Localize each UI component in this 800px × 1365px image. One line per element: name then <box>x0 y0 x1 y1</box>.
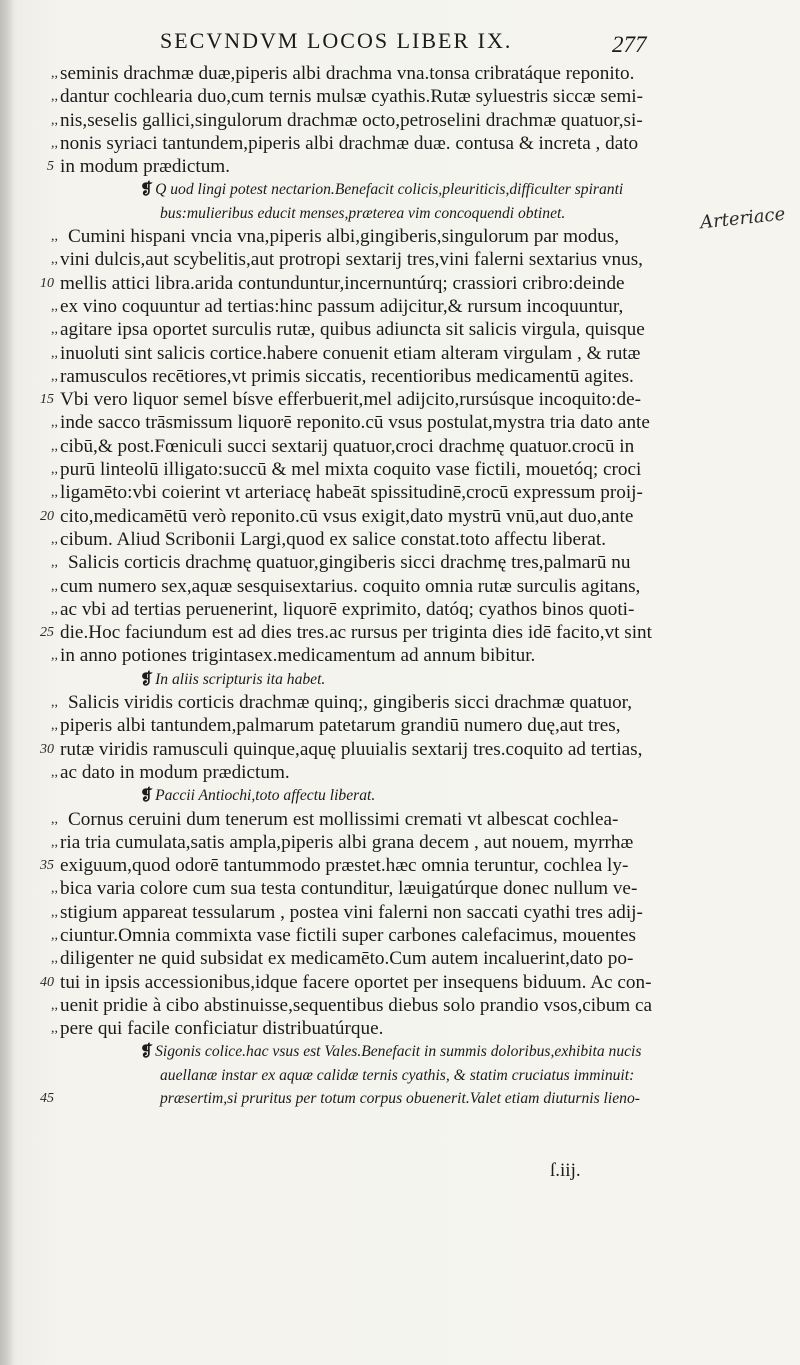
text-line <box>40 272 690 295</box>
line-text: mellis attici libra.arida contunduntur,incernuntúrq; crassiori cribro:deinde <box>60 272 625 294</box>
line-text: tui in ipsis accessionibus,idque facere oportet per insequens biduum. Ac con- <box>60 971 652 993</box>
text-line <box>40 971 690 994</box>
quote-mark: ,, <box>51 531 58 547</box>
text-line <box>51 598 690 621</box>
quote-mark: ,, <box>51 927 58 943</box>
line-text: seminis drachmæ duæ,piperis albi drachma vna.tonsa cribratáque reponito. <box>60 63 635 84</box>
text-line <box>51 551 690 574</box>
line-text: nonis syriaci tantundem,piperis albi drachmæ duæ. contusa & increta , dato <box>60 132 639 154</box>
marginal-note: Arteriace <box>699 203 787 234</box>
text-line <box>51 994 690 1017</box>
quote-mark: ,, <box>51 811 58 827</box>
quote-mark: ,, <box>51 881 58 897</box>
quote-mark: ,, <box>51 997 58 1013</box>
quote-mark: ,, <box>51 322 58 338</box>
line-text: in modum prædictum. <box>60 156 231 178</box>
line-text: Salicis viridis corticis drachmæ quinq;, gingiberis sicci drachmæ quatuor, <box>68 692 633 714</box>
text-line <box>60 784 690 807</box>
text-line <box>51 132 690 155</box>
text-line <box>40 738 690 761</box>
text-line <box>51 831 690 854</box>
text-line <box>51 714 690 737</box>
line-text: Paccii Antiochi,toto affectu liberat. <box>155 787 376 805</box>
line-text: ac dato in modum prædictum. <box>60 761 290 783</box>
text-line <box>51 808 690 831</box>
line-text: bus:mulieribus educit menses,præterea vim concoquendi obtinet. <box>160 204 566 222</box>
line-text: nis,seselis gallici,singulorum drachmæ octo,petroselini drachmæ quatuor,si- <box>60 109 643 131</box>
line-text: vini dulcis,aut scybelitis,aut protropi sextarij tres,vini falerni sextarius vnus, <box>60 249 643 271</box>
line-text: In aliis scripturis ita habet. <box>155 670 326 688</box>
line-text: bica varia colore cum sua testa contunditur, læuigatúrque donec nullum ve- <box>60 878 638 900</box>
line-text: ligamēto:vbi coierint vt arteriacę habeāt spissitudinē,crocū expressum proij- <box>60 482 643 504</box>
line-number: 35 <box>40 858 54 874</box>
text-line <box>51 644 690 667</box>
text-line <box>51 877 690 900</box>
quote-mark: ,, <box>51 578 58 594</box>
text-line <box>51 318 690 341</box>
line-number: 10 <box>40 275 54 291</box>
quote-mark: ,, <box>51 229 58 245</box>
line-text: agitare ipsa oportet surculis rutæ, quibus adiuncta sit salicis virgula, quisque <box>60 319 645 341</box>
quote-mark: ,, <box>51 695 58 711</box>
text-line <box>60 202 690 225</box>
text-line <box>51 365 690 388</box>
text-line <box>51 947 690 970</box>
text-line <box>51 901 690 924</box>
quote-mark: ,, <box>51 135 58 151</box>
line-text: cito,medicamētū verò reponito.cū vsus exigit,dato mystrū vnū,aut duo,ante <box>60 505 634 527</box>
line-text: cibum. Aliud Scribonii Largi,quod ex salice constat.toto affectu liberat. <box>60 528 606 550</box>
line-text: diligenter ne quid subsidat ex medicamēto.Cum autem incaluerint,dato po- <box>60 948 634 970</box>
line-text: ac vbi ad tertias peruenerint, liquorē exprimito, datóq; cyathos binos quoti- <box>60 598 635 620</box>
quote-mark: ,, <box>51 298 58 314</box>
text-line <box>60 668 690 691</box>
line-number: 45 <box>40 1091 54 1107</box>
pilcrow-icon: ❡ <box>140 670 154 688</box>
text-line <box>51 295 690 318</box>
line-text: præsertim,si pruritus per totum corpus obuenerit.Valet etiam diuturnis lieno- <box>160 1090 640 1108</box>
quote-mark: ,, <box>51 764 58 780</box>
text-line <box>51 225 690 248</box>
line-text: Cornus ceruini dum tenerum est mollissimi cremati vt albescat cochlea- <box>68 808 619 830</box>
binding-shadow <box>0 0 14 1365</box>
quote-mark: ,, <box>51 951 58 967</box>
quote-mark: ,, <box>51 462 58 478</box>
line-text: rutæ viridis ramusculi quinque,aquę pluuialis sextarij tres.coquito ad tertias, <box>60 738 643 760</box>
quote-mark: ,, <box>51 438 58 454</box>
quote-mark: ,, <box>51 112 58 128</box>
text-line <box>51 435 690 458</box>
line-text: ex vino coquuntur ad tertias:hinc passum adijcitur,& rursum incoquuntur, <box>60 295 624 317</box>
text-line <box>40 505 690 528</box>
text-line <box>51 924 690 947</box>
text-line <box>51 761 690 784</box>
quote-mark: ,, <box>51 345 58 361</box>
quote-mark: ,, <box>51 834 58 850</box>
line-text: cum numero sex,aquæ sesquisextarius. coquito omnia rutæ surculis agitans, <box>60 575 641 597</box>
page-number: 277 <box>612 32 647 57</box>
text-line <box>40 621 690 644</box>
line-text: auellanæ instar ex aquæ calidæ ternis cyathis, & statim cruciatus imminuit: <box>160 1066 635 1084</box>
page-header <box>0 22 800 58</box>
line-number: 40 <box>40 974 54 990</box>
text-line <box>40 1087 690 1110</box>
text-line <box>51 411 690 434</box>
line-number: 15 <box>40 392 54 408</box>
quote-mark: ,, <box>51 485 58 501</box>
line-text: Cumini hispani vncia vna,piperis albi,gingiberis,singulorum par modus, <box>68 226 620 248</box>
text-line <box>51 342 690 365</box>
text-line <box>51 575 690 598</box>
text-line <box>60 1040 690 1063</box>
text-line <box>60 178 690 201</box>
quote-mark: ,, <box>51 252 58 268</box>
text-line <box>51 109 690 132</box>
quote-mark: ,, <box>51 89 58 105</box>
text-line <box>60 1064 690 1087</box>
text-line <box>47 155 690 178</box>
text-line <box>40 854 690 877</box>
line-text: Q uod lingi potest nectarion.Benefacit colicis,pleuriticis,difficulter spiranti <box>155 181 624 199</box>
line-text: dantur cochlearia duo,cum ternis mulsæ cyathis.Rutæ syluestris siccæ semi- <box>60 86 643 108</box>
text-line <box>51 62 690 85</box>
quote-mark: ,, <box>51 1021 58 1037</box>
quote-mark: ,, <box>51 415 58 431</box>
pilcrow-icon: ❡ <box>140 181 154 199</box>
pilcrow-icon: ❡ <box>140 787 154 805</box>
line-text: inde sacco trāsmissum liquorē reponito.cū vsus postulat,mystra tria dato ante <box>60 412 650 434</box>
line-text: piperis albi tantundem,palmarum patetarum grandiū numero duę,aut tres, <box>60 715 621 737</box>
text-block <box>40 62 690 1110</box>
line-text: purū linteolū illigato:succū & mel mixta coquito vase fictili, mouetóq; croci <box>60 459 642 481</box>
quote-mark: ,, <box>51 648 58 664</box>
quote-mark: ,, <box>51 555 58 571</box>
line-text: ria tria cumulata,satis ampla,piperis albi grana decem , aut nouem, myrrhæ <box>60 831 634 853</box>
line-text: exiguum,quod odorē tantummodo præstet.hæc omnia teruntur, cochlea ly- <box>60 855 629 877</box>
line-number: 20 <box>40 508 54 524</box>
line-text: die.Hoc faciundum est ad dies tres.ac rursus per triginta dies idē facito,vt sint <box>60 622 652 644</box>
line-text: stigium appareat tessularum , postea vini falerni non saccati cyathi tres adij- <box>60 901 643 923</box>
line-text: Vbi vero liquor semel bísve efferbuerit,mel adijcito,rursúsque incoquito:de- <box>60 389 641 411</box>
running-title: SECVNDVM LOCOS LIBER IX. <box>160 28 513 53</box>
signature-mark: ſ.iij. <box>550 1160 581 1181</box>
line-number: 5 <box>47 159 54 175</box>
pilcrow-icon: ❡ <box>140 1043 154 1061</box>
text-line <box>51 1017 690 1040</box>
text-line <box>40 388 690 411</box>
line-number: 25 <box>40 625 54 641</box>
line-text: uenit pridie à cibo abstinuisse,sequentibus diebus solo prandio vsos,cibum ca <box>60 994 653 1016</box>
line-text: Sigonis colice.hac vsus est Vales.Benefacit in summis doloribus,exhibita nucis <box>155 1043 642 1061</box>
line-text: in anno potiones trigintasex.medicamentum ad annum bibitur. <box>60 645 536 667</box>
line-number: 30 <box>40 741 54 757</box>
text-line <box>51 248 690 271</box>
line-text: Salicis corticis drachmę quatuor,gingiberis sicci drachmę tres,palmarū nu <box>68 552 631 574</box>
line-text: ciuntur.Omnia commixta vase fictili super carbones calefacimus, mouentes <box>60 924 636 946</box>
line-text: pere qui facile conficiatur distribuatúrque. <box>60 1018 384 1040</box>
quote-mark: ,, <box>51 718 58 734</box>
quote-mark: ,, <box>51 904 58 920</box>
text-line <box>51 458 690 481</box>
line-text: cibū,& post.Fœniculi succi sextarij quatuor,croci drachmę quatuor.crocū in <box>60 435 635 457</box>
line-text: ramusculos recētiores,vt primis siccatis, recentioribus medicamentū agites. <box>60 365 634 387</box>
line-text: inuoluti sint salicis cortice.habere conuenit etiam alteram virgulam , & rutæ <box>60 342 641 364</box>
text-line <box>51 691 690 714</box>
text-line <box>51 481 690 504</box>
quote-mark: ,, <box>51 601 58 617</box>
quote-mark: ,, <box>51 66 58 81</box>
text-line <box>51 528 690 551</box>
text-line <box>51 85 690 108</box>
quote-mark: ,, <box>51 368 58 384</box>
